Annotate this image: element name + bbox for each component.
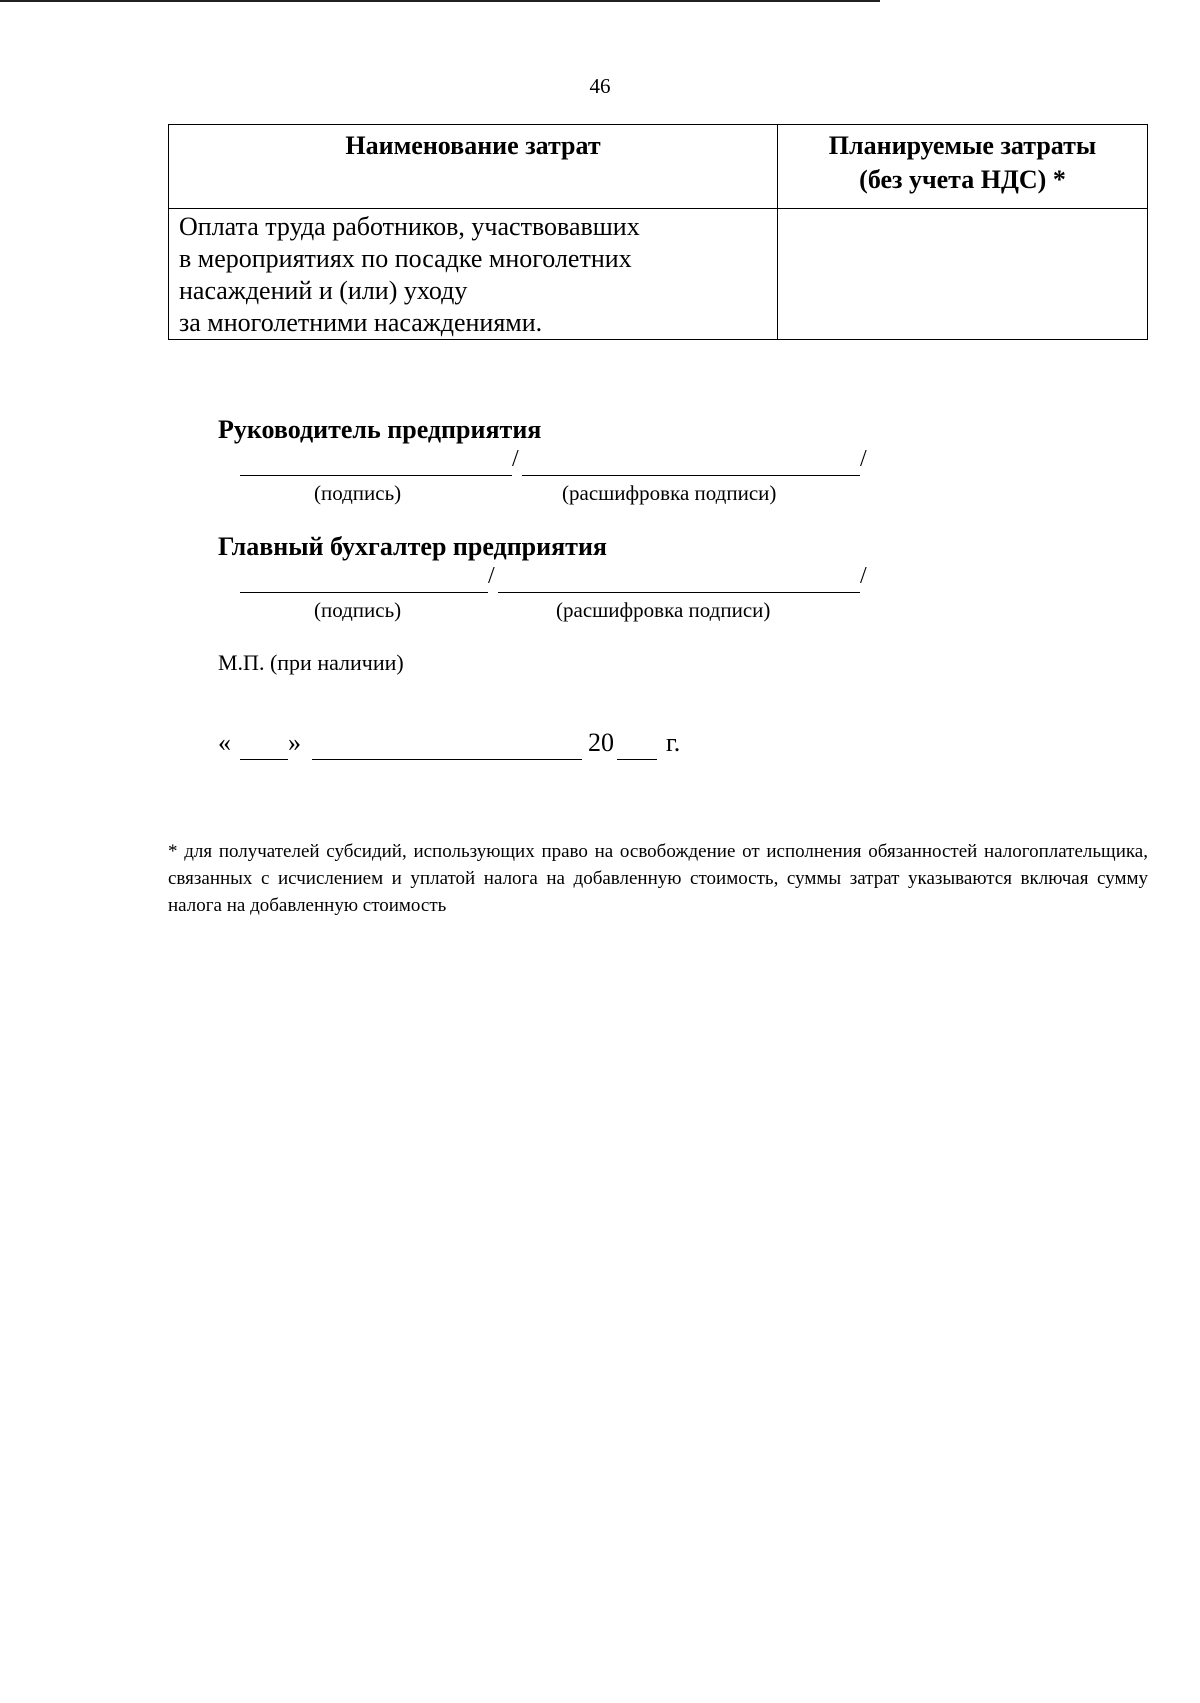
date-day-line[interactable] [240,759,288,760]
cost-name-line: в мероприятиях по посадке многолетних [179,244,632,273]
cost-name-cell [169,209,778,340]
accountant-signature-line[interactable] [240,592,488,593]
top-border-line [0,0,880,2]
director-signature-line[interactable] [240,475,512,476]
date-close-quote: » [288,728,301,757]
date-month-line[interactable] [312,759,582,760]
costs-table [168,124,1148,340]
table-header-row [169,125,1148,209]
accountant-separator: / [488,563,495,589]
accountant-decoding-caption: (расшифровка подписи) [556,598,771,622]
header-planned-line2: (без учета НДС) * [859,165,1066,194]
planned-cost-cell[interactable] [778,209,1148,340]
page-number: 46 [589,74,611,98]
date-year-suffix: г. [666,728,681,757]
date-year-prefix: 20 [588,728,614,757]
director-title: Руководитель предприятия [218,415,542,444]
stamp-label: М.П. (при наличии) [218,650,404,675]
accountant-title: Главный бухгалтер предприятия [218,532,607,561]
footnote: * для получателей субсидий, использующих право на освобождение от исполнения обязанностей налогоплательщика, связанных с исчислением и уплатой налога на добавленную стоимость, суммы затрат указываются включая сумму налога на добавленную стоимость [168,841,1148,916]
header-cost-name: Наименование затрат [169,125,778,209]
director-signature-caption: (подпись) [314,481,402,505]
table-row [169,209,1148,340]
director-decoding-line[interactable] [522,475,860,476]
accountant-separator-end: / [860,563,867,589]
cost-name-line: насаждений и (или) уходу [179,276,468,305]
header-planned-costs [778,125,1148,209]
accountant-decoding-line[interactable] [498,592,860,593]
director-separator: / [512,446,519,472]
date-year-line[interactable] [617,759,657,760]
director-separator-end: / [860,446,867,472]
accountant-signature-caption: (подпись) [314,598,402,622]
cost-name-line: Оплата труда работников, участвовавших [179,212,640,241]
header-planned-line1: Планируемые затраты [828,131,1097,160]
date-open-quote: « [218,728,231,757]
director-decoding-caption: (расшифровка подписи) [562,481,777,505]
cost-name-line: за многолетними насаждениями. [179,308,543,337]
